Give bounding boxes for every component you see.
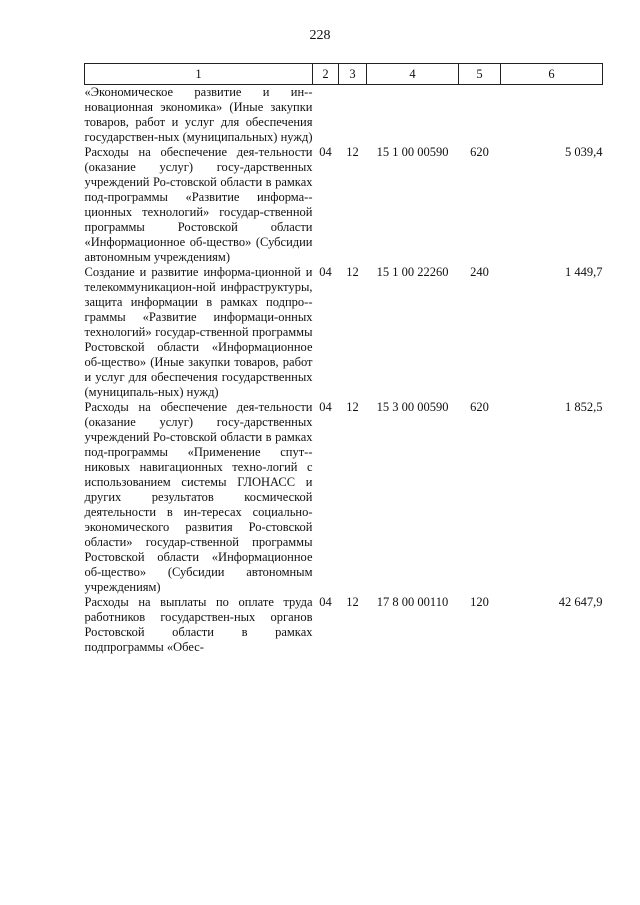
header-col-2: 2 [313, 64, 339, 85]
row-section: 04 [319, 265, 332, 279]
row-target-article: 17 8 00 00110 [376, 595, 449, 609]
row-subsection: 12 [346, 400, 359, 414]
row-description: Расходы на обеспечение дея-тельности (оказание услуг) госу-дарственных учреждений Ро-стовской области в рамках под-программы «Развитие информа-ционных технологий» государ-ственной программы Ростовской области «Информационное об-щество» (Субсидии автономным учреждениям) [84, 145, 313, 264]
row-description: «Экономическое развитие и ин-новационная экономика» (Иные закупки товаров, работ и услуг для обеспечения государствен-ных (муниципальных) нужд) [84, 85, 313, 144]
row-expense-type: 620 [470, 400, 489, 414]
row-amount: 1 449,7 [565, 265, 603, 279]
row-expense-type [459, 85, 501, 146]
table-row [85, 85, 603, 146]
row-section [313, 85, 339, 146]
header-row [85, 64, 603, 85]
row-target-article: 15 3 00 00590 [376, 400, 449, 414]
header-col-3: 3 [339, 64, 367, 85]
row-target-article: 15 1 00 00590 [376, 145, 449, 159]
row-expense-type: 120 [470, 595, 489, 609]
row-amount: 5 039,4 [565, 145, 603, 159]
budget-table [84, 63, 603, 655]
row-target-article [367, 85, 459, 146]
row-expense-type: 240 [470, 265, 489, 279]
page-number: 228 [309, 28, 331, 43]
header-col-4: 4 [367, 64, 459, 85]
row-subsection: 12 [346, 145, 359, 159]
row-target-article: 15 1 00 22260 [376, 265, 449, 279]
table-row [85, 595, 603, 655]
row-amount: 42 647,9 [558, 595, 603, 609]
row-expense-type: 620 [470, 145, 489, 159]
row-subsection [339, 85, 367, 146]
row-description: Расходы на выплаты по оплате труда работников государствен-ных органов Ростовской области в рамках подпрограммы «Обес- [84, 595, 313, 654]
table-row [85, 265, 603, 400]
table-row [85, 145, 603, 265]
header-col-5: 5 [459, 64, 501, 85]
row-section: 04 [319, 145, 332, 159]
row-section: 04 [319, 400, 332, 414]
table-row [85, 400, 603, 595]
header-col-1: 1 [85, 64, 313, 85]
row-description: Создание и развитие информа-ционной и телекоммуникацион-ной инфраструктуры, защита информации в рамках подпро-граммы «Развитие информаци-онных технологий» государ-ственной программы Ростовской области «Информационное об-щество» (Иные закупки товаров, работ и услуг для обеспечения государственных (муниципаль-ных) нужд) [84, 265, 313, 399]
row-amount: 1 852,5 [565, 400, 603, 414]
row-subsection: 12 [346, 265, 359, 279]
row-description: Расходы на обеспечение дея-тельности (оказание услуг) госу-дарственных учреждений Ро-стовской области в рамках под-программы «Применение спут-никовых навигационных техно-логий с использованием системы ГЛОНАСС и других результатов космической деятельности в ин-тересах социально-экономического развития Ро-стовской области» государ-ственной программы Ростовской области «Информационное об-щество» (Субсидии автономным учреждениям) [84, 400, 313, 594]
row-subsection: 12 [346, 595, 359, 609]
header-col-6: 6 [501, 64, 603, 85]
row-section: 04 [319, 595, 332, 609]
row-amount [501, 85, 603, 146]
